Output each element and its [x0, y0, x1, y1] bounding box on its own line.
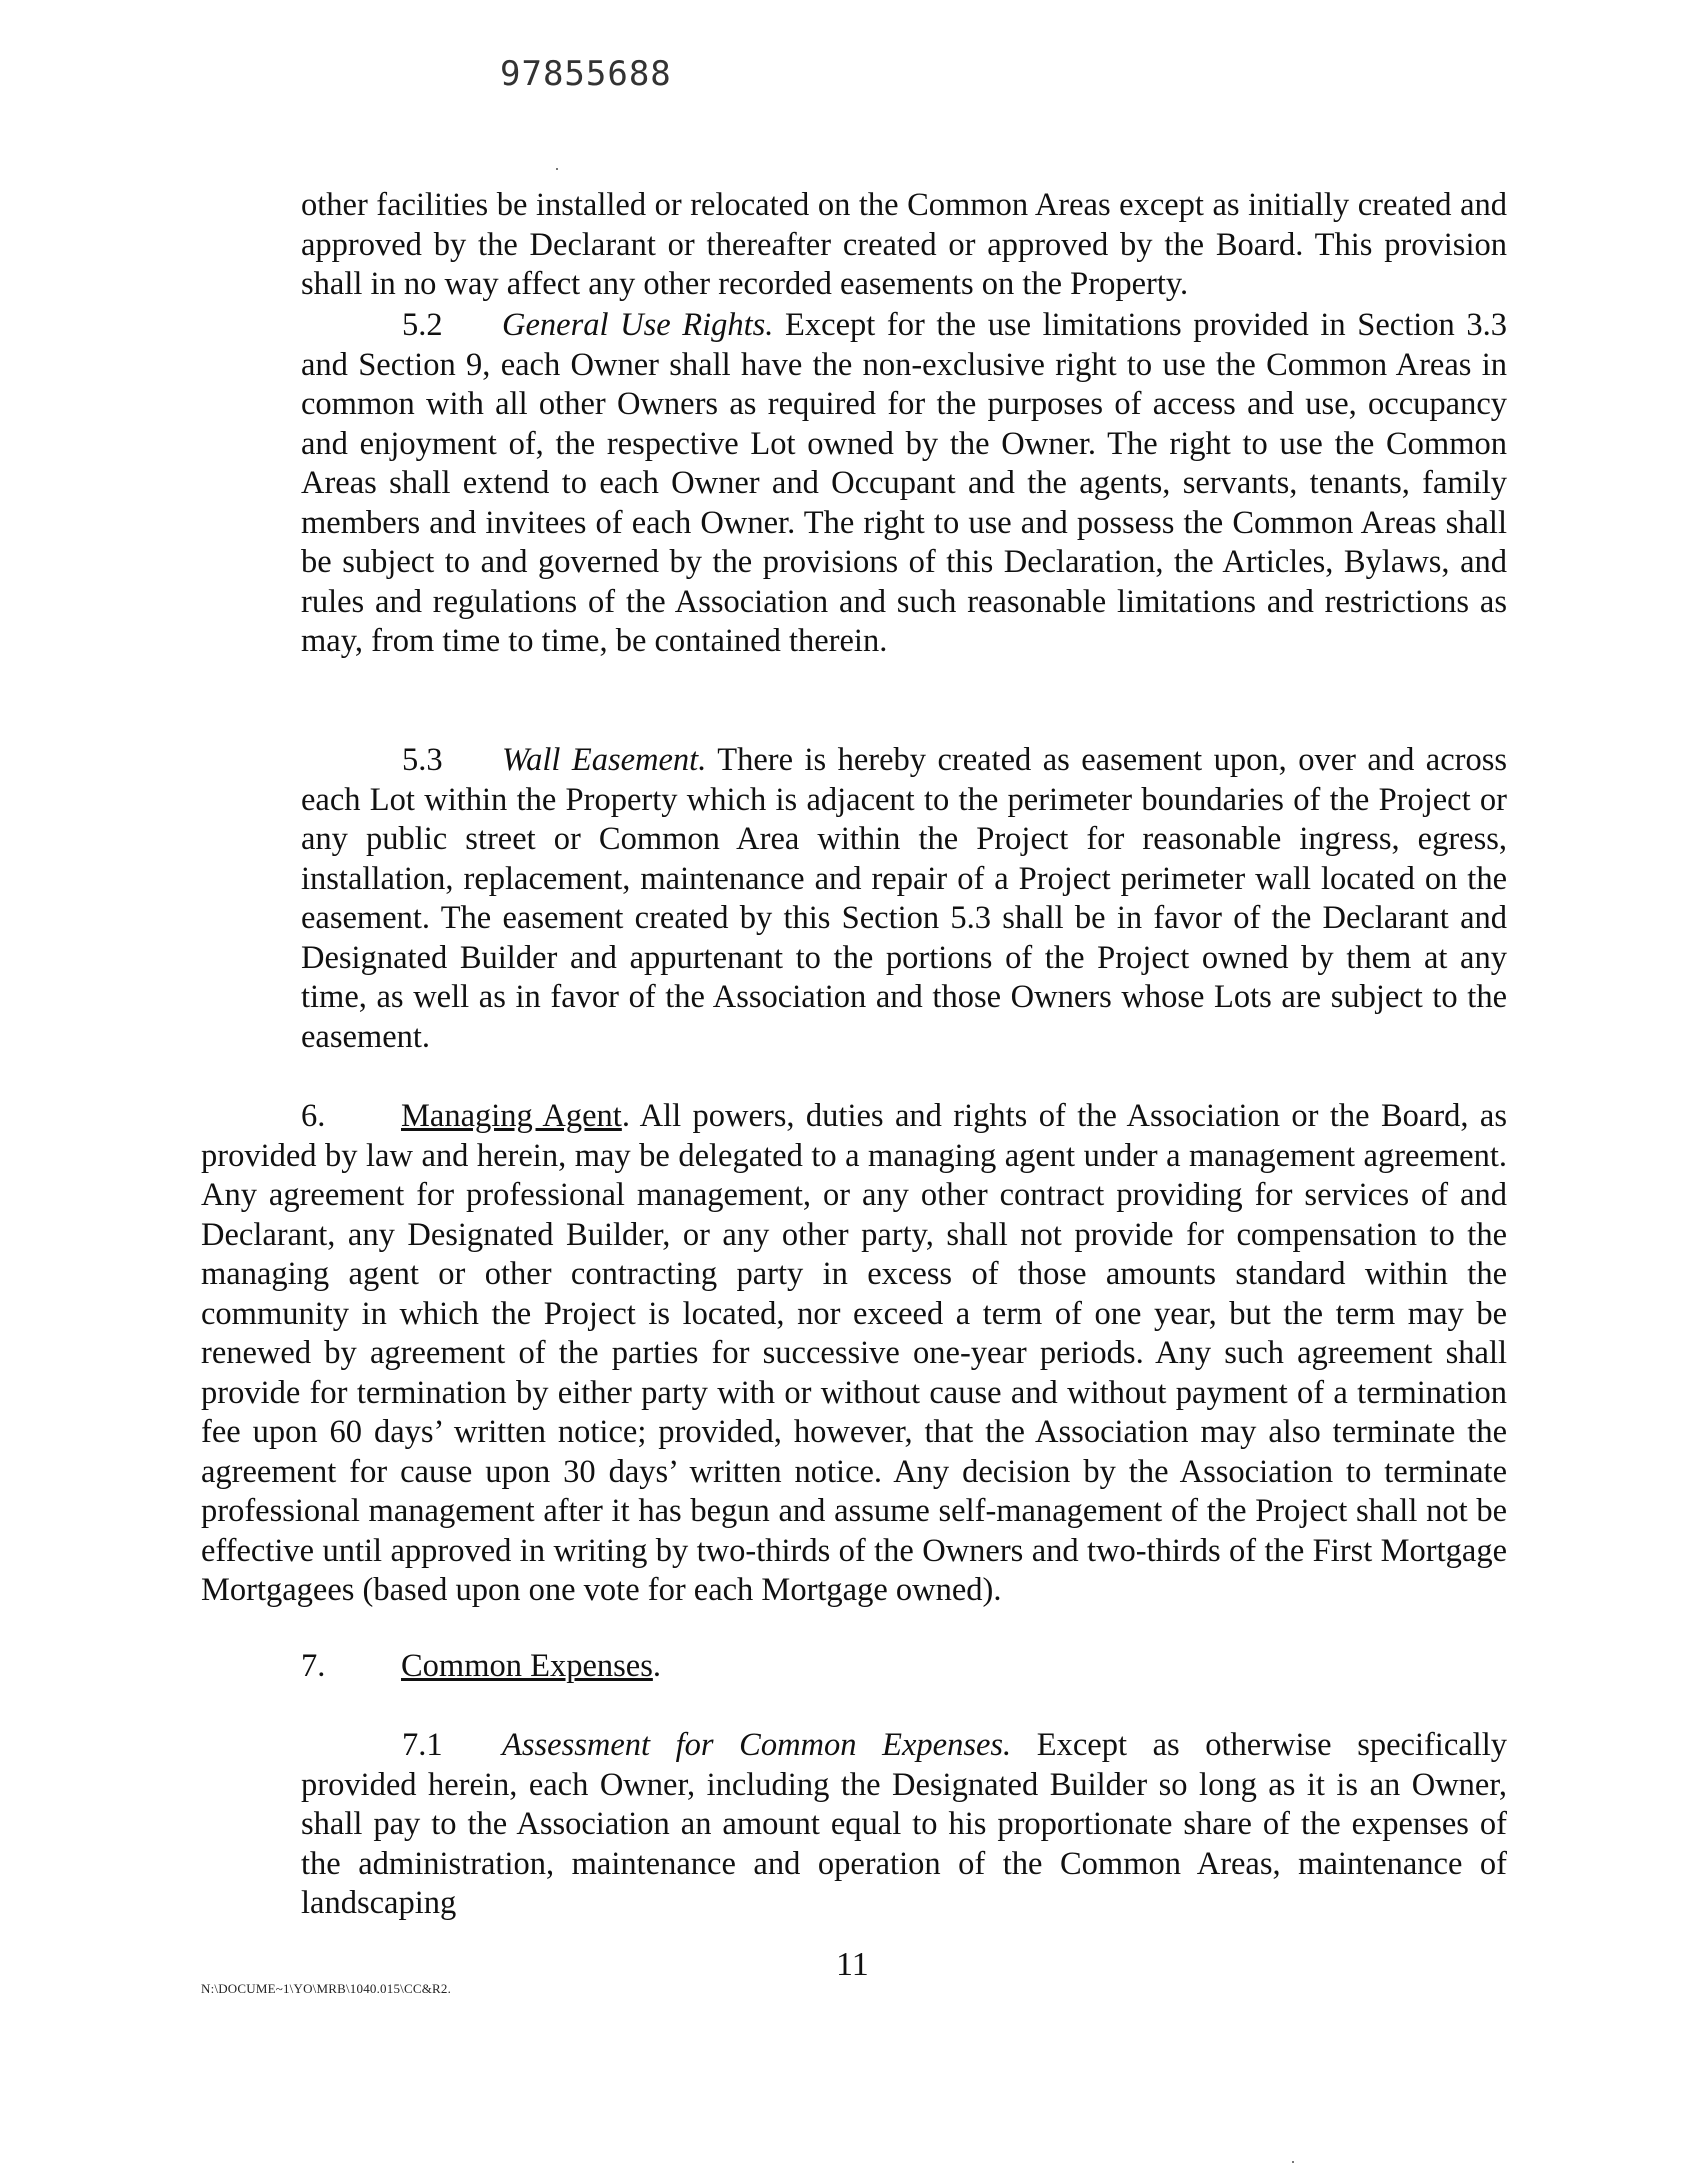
section-5-3-paragraph	[301, 741, 1507, 1057]
section-5-3-number: 5.3	[402, 742, 443, 778]
section-6-number: 6.	[301, 1098, 326, 1134]
page-number: 11	[836, 1946, 869, 1983]
section-6-title-punct: .	[621, 1098, 630, 1134]
section-7-heading	[301, 1647, 901, 1687]
section-5-3-title: Wall Easement.	[502, 742, 707, 778]
footer-file-path: N:\DOCUME~1\YO\MRB\1040.015\CC&R2.	[201, 1981, 452, 1996]
section-5-2-body: Except for the use limitations provided in Section 3.3 and Section 9, each Owner shall have the non-exclusive right to use the Common Areas in common with all other Owners as required for the purposes of access and use, occupancy and enjoyment of, the respective Lot owned by the Owner. The right to use the Common Areas shall extend to each Owner and Occupant and the agents, servants, tenants, family members and invitees of each Owner. The right to use and possess the Common Areas shall be subject to and governed by the provisions of this Declaration, the Articles, Bylaws, and rules and regulations of the Association and such reasonable limitations and restrictions as may, from time to time, be contained therein.	[301, 307, 1507, 659]
section-6-title: Managing Agent	[401, 1098, 622, 1134]
section-5-2-number: 5.2	[402, 307, 443, 343]
section-6-paragraph	[201, 1097, 1507, 1611]
section-5-2-title: General Use Rights.	[502, 307, 774, 343]
scan-speck	[1292, 2161, 1294, 2163]
scan-speck	[556, 168, 558, 170]
section-6-body: All powers, duties and rights of the Association or the Board, as provided by law and herein, may be delegated to a managing agent under a management agreement. Any agreement for professional management, or any other contract providing for services of and Declarant, any Designated Builder, or any other party, shall not provide for compensation to the managing agent or other contracting party in excess of those amounts standard within the community in which the Project is located, nor exceed a term of one year, but the term may be renewed by agreement of the parties for successive one-year periods. Any such agreement shall provide for termination by either party with or without cause and without payment of a termination fee upon 60 days’ written notice; provided, however, that the Association may also terminate the agreement for cause upon 30 days’ written notice. Any decision by the Association to terminate professional management after it has begun and assume self-management of the Project shall not be effective until approved in writing by two-thirds of the Owners and two-thirds of the First Mortgage Mortgagees (based upon one vote for each Mortgage owned).	[201, 1098, 1507, 1608]
section-7-title: Common Expenses	[401, 1648, 653, 1684]
section-7-title-punct: .	[652, 1648, 661, 1684]
section-7-1-paragraph	[301, 1726, 1507, 1924]
continued-paragraph: other facilities be installed or relocated on the Common Areas except as initially created and approved by the Declarant or thereafter created or approved by the Board. This provision shall in no way affect any other recorded easements on the Property.	[301, 187, 1507, 302]
section-7-1-body: Except as otherwise specifically provided herein, each Owner, including the Designated Builder so long as it is an Owner, shall pay to the Association an amount equal to his proportionate share of the expenses of the administration, maintenance and operation of the Common Areas, maintenance of landscaping	[301, 1727, 1507, 1921]
section-7-1-title: Assessment for Common Expenses.	[502, 1727, 1012, 1763]
section-7-1-number: 7.1	[402, 1727, 443, 1763]
section-7-number: 7.	[301, 1648, 326, 1684]
section-5-2-paragraph	[301, 306, 1507, 662]
document-number-stamp: 97855688	[500, 54, 672, 94]
section-5-3-body: There is hereby created as easement upon, over and across each Lot within the Property which is adjacent to the perimeter boundaries of the Project or any public street or Common Area within the Project for reasonable ingress, egress, installation, replacement, maintenance and repair of a Project perimeter wall located on the easement. The easement created by this Section 5.3 shall be in favor of the Declarant and Designated Builder and appurtenant to the portions of the Project owned by them at any time, as well as in favor of the Association and those Owners whose Lots are subject to the easement.	[301, 742, 1507, 1055]
